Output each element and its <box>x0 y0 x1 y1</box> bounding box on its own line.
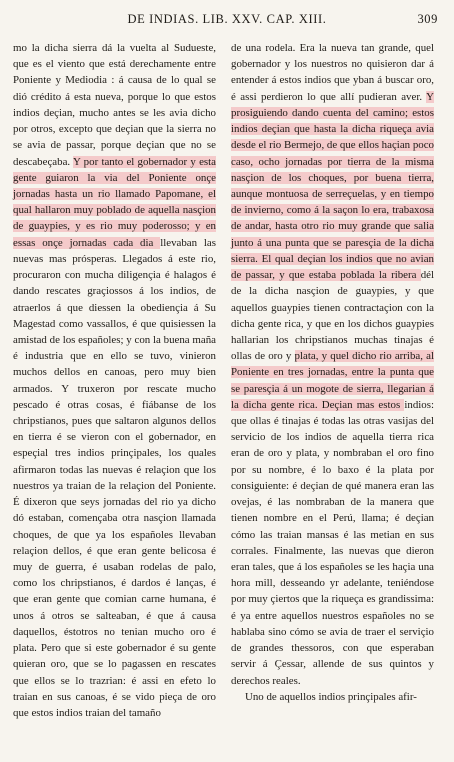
running-title: DE INDIAS. LIB. XXV. CAP. XIII. <box>127 12 327 26</box>
paragraph-text: de una rodela. Era la nueva tan grande, quel gobernador y los nuestros no quisieron dar á entender á estos indios que yban á buscar oro, é assi perdieron lo que allí pudieran aver. <box>231 42 434 103</box>
right-column <box>231 40 434 705</box>
paragraph-text: indios: que ollas é tinajas é todas las otras vasijas del servicio de los indios de aquella tierra rica eran de oro y plata, y nombraban el oro fino por su nombre, é lo baxo é la plata por consiguiente: é deçian de qué manera eran las ovejas, é las nombraban de la manera que tienen nombre en el Perú, llama; é deçian cómo las traian mansas é las metian en sus corrales. Finalmente, las nuevas que dieron eran tales, que á los españoles se les haçia una hora mill, desseando yr adelante, teniéndose por muy çiertos que la riqueça es grandissima: é ya entre aquellos nuestros españoles no se hablaba sino cómo se avia de traer el serviçio de grandes thessoros, con que esperaban servir á Çessar, allende de sus quintos y derechos reales. <box>231 398 434 687</box>
paragraph-text: llevaban las nuevas mas prósperas. Llegados á este rio, procuraron con mucha diligençia é halagos é dando rescates graçiossos á los indios, de atraerlos á que diessen la obediençia á Su Magestad como vassallos, é que quisiessen la amistad de los españoles; y con la buena maña é industria que en ello se tuvo, vinieron muchos dellos en canoas, pero muy bien armados. Y truxeron por rescate mucho pescado é otras cosas, é fiábanse de los chripstianos, pues que saltaron algunos dellos en tierra é se vieron con el gobernador, en espeçial tres indios prinçipales, los quales afirmaron todas las nuevas é relaçion que los nuestros ya traian de la relaçion del Poniente. É dixeron que seys jornadas del rio ya dicho dó estaban, començaba otra nasçion llamada choques, de que ya los españoles llevaban relaçion dellos, é que eran gente belicosa é muy de guerra, é usaban rodelas de palo, como los chripstianos, é dardos é lanças, é que eran gente que comian carne humana, é unos á otros se salteaban, é que á causa daquellos, éstotros no tenian mucho oro é plata. Pero que si este gobernador é su gente quieran oro, que se lo pagassen en rescates que ellos se lo trazrian: é assi en efeto lo traian en sus canoas, é se vido pieça de oro que estos indios traian del tamaño <box>13 236 216 719</box>
highlighted-passage: plata, y quel dicho rio arriba, al Poniente en tres jornadas, entre la punta que se paresçia á un mogote de sierra, llegarian á la dicha gente rica. Deçian mas estos <box>231 350 434 411</box>
paragraph-text: mo la dicha sierra dá la vuelta al Sudueste, que es el viento que está derechamente entre Poniente y Mediodia : á causa de lo qual se dió crédito á esta nueva, porque lo que estos indios deçian, mucho antes se les avia dicho por otros, excepto que deçian que la sierra no se avia de passar, porque deçian que no se descabeçaba. <box>13 42 216 168</box>
highlighted-passage: Y prosiguiendo dando cuenta del camino; estos indios deçian que hasta la dicha riqueça avia desde el rio Bermejo, de que ellos haçian poco caso, ocho jornadas por tierra de la misma nasçion de los choques, por buena tierra, aunque montuosa de serreçuelas, y en tiempo de invierno, como á la saçon lo era, trabaxosa de andar, hasta otro rio muy grande que salia junto á una punta que se paresçia de la dicha sierra. El qual deçian los indios que no avian de passar, y que estaba poblada la ribera <box>231 90 434 282</box>
left-column <box>13 40 216 721</box>
paragraph-start: Uno de aquellos indios prinçipales afir- <box>245 690 417 703</box>
page-number: 309 <box>417 12 438 26</box>
running-header <box>0 12 454 30</box>
paragraph-text: dél de la dicha nasçion de guaypies, y que aquellos guaypies tienen contractaçion con la dicha gente rica, y que en los dichos guaypies hallarian los chripstianos muchas tinajas é ollas de oro y <box>231 269 434 363</box>
highlighted-passage: Y por tanto el gobernador y esta gente guiaron la via del Poniente onçe jornadas hasta un rio llamado Papomane, el qual hallaron muy poblado de aquella nasçion de guaypies, y es rio muy poderosso; y en essas onçe jornadas cada dia <box>13 155 217 249</box>
